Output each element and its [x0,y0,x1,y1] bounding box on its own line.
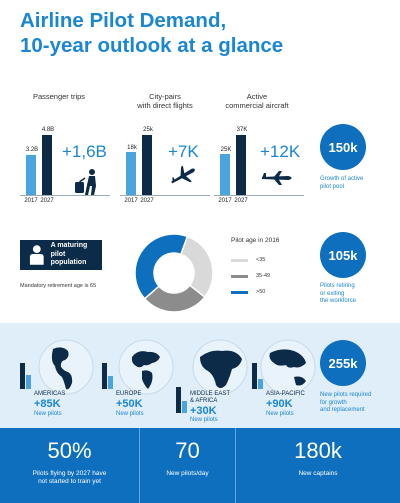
region-value: +30K [190,405,217,417]
airplane-icon [260,170,294,186]
region-name-line-1: EUROPE [116,391,142,397]
legend-swatch [231,291,248,294]
region-bar-2017 [258,379,263,389]
change-value: +1,6B [62,142,107,161]
year-2027: 2027 [140,198,154,204]
globe-asia-icon [260,339,316,395]
new-pilots-caption-line-3: and replacement [320,407,365,413]
growth-value: 150k [328,139,358,155]
legend-swatch [231,275,248,278]
maturing-text-line-1: A maturing [50,242,88,250]
value-2017: 25K [220,147,232,153]
region-name [266,391,305,398]
region-americas [20,333,100,425]
age-legend-title: Pilot age in 2016 [231,237,280,244]
region-name-line-1: ASIA-PACIFIC [266,391,305,397]
year-2017: 2017 [124,198,138,204]
legend-item [231,268,311,284]
new-pilots-caption-line-2: for growth [320,399,347,406]
region-sub: New pilots [266,411,294,417]
metrics-chart-area [20,118,320,218]
bar-2027 [236,135,246,195]
region-bar-2027 [176,387,181,413]
stat-caption-line-1: Pilots flying by 2027 have [32,470,107,477]
year-2027: 2027 [234,198,248,204]
stat-caption-line-1: New captains [298,470,338,477]
pilot-age-donut [133,232,215,314]
stat-untrained [0,428,140,503]
new-pilots-caption [320,392,396,415]
metric-label-line-1: Active [246,92,268,101]
growth-caption [320,176,396,191]
region-middle-east-africa [182,333,262,425]
stat-value: 70 [175,438,200,463]
stat-caption [140,470,235,478]
metric-label [212,92,302,110]
bar-2027 [142,135,152,195]
retiring-caption-line-1: Pilots retiring [320,283,355,289]
metric-label-line-1: Passenger trips [32,92,86,101]
region-name-line-2: & AFRICA [190,398,218,404]
globe-africa-icon [192,339,248,395]
airplane-icon [168,164,198,188]
growth-caption-line-2: pilot pool [320,183,345,190]
region-sub: New pilots [34,411,62,417]
maturing-badge [20,240,102,270]
region-name [190,391,230,405]
year-2027: 2027 [40,198,54,204]
maturing-text [51,242,102,268]
region-name [34,391,65,398]
legend-swatch [231,259,248,262]
new-pilots-value: 255k [328,355,358,371]
value-2017: 3.2B [25,147,39,153]
region-bar-2027 [102,363,107,389]
change-value: +12K [260,142,301,161]
new-pilots-caption-line-1: New pilots required [320,392,372,398]
legend-item [231,252,311,268]
maturing-text-line-2: pilot population [50,250,87,267]
globe-americas-icon [38,339,94,395]
globe-europe-icon [118,339,174,395]
age-legend [231,252,311,300]
value-2027: 4.8B [41,127,55,133]
bar-2027 [42,135,52,195]
legend-label: <35 [256,257,266,263]
stat-value: 180k [294,438,342,463]
metric-label-line-1: City-pairs [149,92,181,101]
metric-label-line-2: with direct flights [137,101,193,110]
passenger-icon [72,168,102,196]
retirement-note: Mandatory retirement age is 65 [20,283,97,289]
retiring-caption [320,283,396,306]
change-value: +7K [168,142,199,161]
metric-label [24,92,94,101]
growth-circle [320,124,366,170]
bar-2017 [126,152,136,195]
new-pilots-circle [320,340,366,386]
bottom-stats [0,428,400,503]
page-title [20,8,283,58]
retiring-caption-line-2: or exiting [320,290,345,297]
legend-item [231,284,311,300]
retiring-value: 105k [328,247,358,263]
region-bar-2017 [26,375,31,389]
region-bar-2017 [182,401,187,413]
growth-caption-line-1: Growth of active [320,176,364,182]
metric-label [120,92,210,110]
year-2017: 2017 [24,198,38,204]
regions-row [20,333,320,428]
legend-label: 35-49 [256,273,271,279]
region-bar-2027 [252,363,257,389]
region-sub: New pilots [190,417,218,423]
year-2017: 2017 [218,198,232,204]
retiring-circle [320,232,366,278]
region-value: +90K [266,398,293,410]
retiring-caption-line-3: the workforce [320,298,357,304]
value-2027: 37K [236,127,248,133]
metric-label-line-2: commercial aircraft [225,101,289,110]
title-line-2: 10-year outlook at a glance [20,34,284,57]
value-2017: 18k [127,145,137,151]
region-name-line-1: MIDDLE EAST [190,391,231,397]
region-name-line-1: AMERICAS [34,391,66,397]
stat-value: 50% [47,438,92,463]
stat-caption [0,470,139,486]
region-europe [102,333,182,425]
metric-axis [120,195,210,196]
donut-slice-0 [181,236,213,297]
stat-new-captains [236,428,400,503]
region-value: +85K [34,398,61,410]
title-line-1: Airline Pilot Demand, [20,9,227,32]
legend-label: >50 [256,289,266,295]
region-name [116,391,141,398]
region-sub: New pilots [116,411,144,417]
metric-axis [214,195,304,196]
stat-caption-line-2: not started to train yet [38,478,101,485]
region-bar-2017 [108,376,113,389]
region-bar-2027 [20,363,25,389]
stat-pilots-per-day [140,428,236,503]
stat-caption [236,470,400,478]
value-2027: 25k [143,127,153,133]
person-icon [27,243,47,267]
bar-2017 [220,154,230,195]
region-value: +50K [116,398,143,410]
stat-caption-line-1: New pilots/day [166,470,209,477]
bar-2017 [26,155,36,195]
